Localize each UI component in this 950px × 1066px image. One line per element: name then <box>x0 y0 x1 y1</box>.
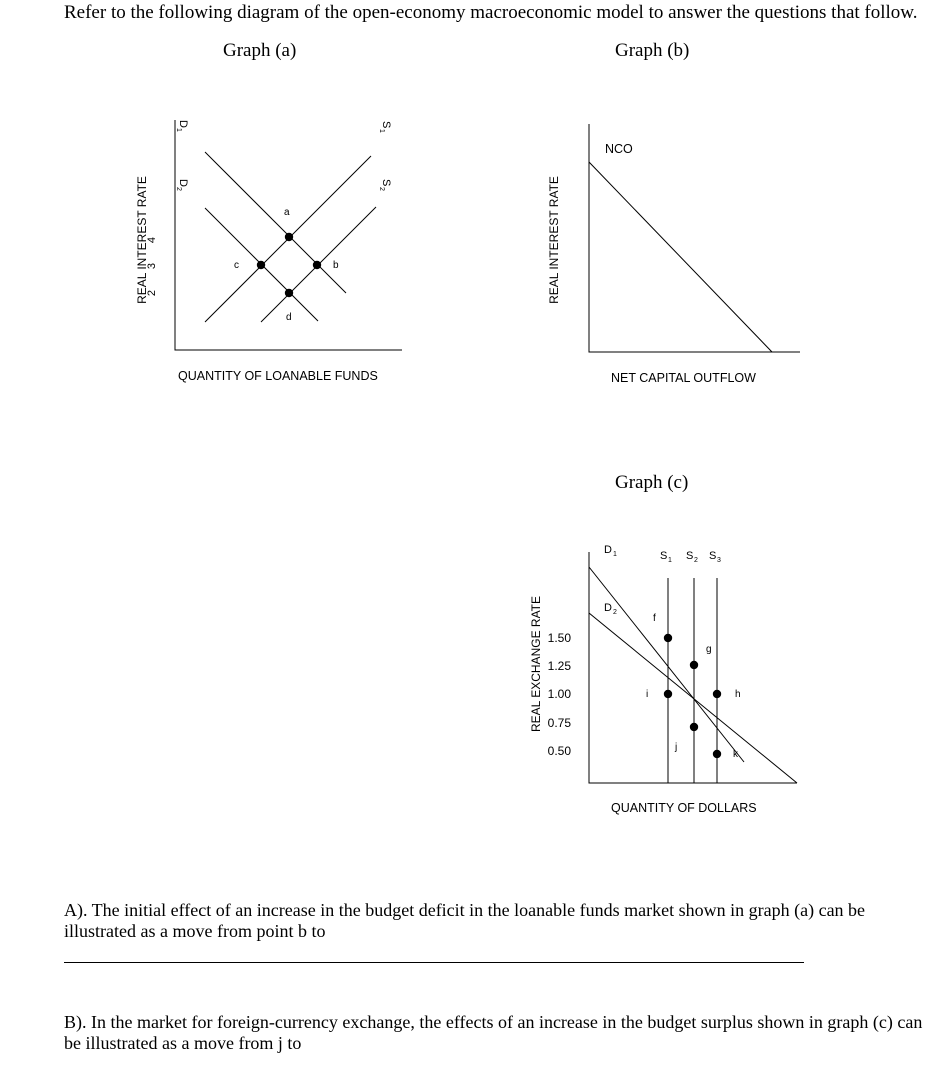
graph-a-label-a: a <box>284 207 290 218</box>
question-a: A). The initial effect of an increase in the budget deficit in the loanable funds market shown in graph (a) can be illustrated as a move from point b to <box>64 900 866 941</box>
svg-text:D: D <box>604 602 612 614</box>
graph-a-label-b: b <box>333 260 339 271</box>
graph-a-title: Graph (a) <box>223 40 297 61</box>
graph-a-label-d1 <box>175 120 189 132</box>
nco-label: NCO <box>605 142 633 156</box>
graph-a-label-s1 <box>378 121 392 133</box>
graph-b-title: Graph (b) <box>615 40 690 61</box>
svg-text:2: 2 <box>175 187 182 191</box>
graph-a-point-d <box>285 289 293 297</box>
graph-a-ytick-3: 3 <box>146 262 158 270</box>
graph-a-ytick-4: 4 <box>146 236 158 244</box>
graph-a-label-s2 <box>378 179 392 191</box>
demand-curve-d1-c <box>589 567 744 762</box>
svg-text:S: S <box>380 121 392 129</box>
graph-c-label-j: j <box>675 742 678 753</box>
demand-curve-d2-c <box>589 613 797 783</box>
svg-text:2: 2 <box>378 187 385 191</box>
svg-text:2: 2 <box>694 557 698 564</box>
graph-c-ytick-0-75: 0.75 <box>547 716 571 730</box>
svg-text:1: 1 <box>668 557 672 564</box>
svg-text:S: S <box>686 550 694 562</box>
graph-c-xlabel: QUANTITY OF DOLLARS <box>611 801 757 815</box>
graph-c-label-s1 <box>660 550 672 564</box>
graph-b <box>547 124 800 385</box>
svg-text:3: 3 <box>717 557 721 564</box>
graph-a-label-d2 <box>175 179 189 191</box>
graph-c-point-j <box>690 723 698 731</box>
graph-a-label-d: d <box>286 312 292 323</box>
graph-c-ylabel: REAL EXCHANGE RATE <box>529 595 543 733</box>
intro-text: Refer to the following diagram of the open-economy macroeconomic model to answer the questions that follow. <box>64 2 918 23</box>
graph-c-point-g <box>690 661 698 669</box>
graph-c-label-i: i <box>646 689 649 700</box>
svg-text:1: 1 <box>175 128 182 132</box>
graph-c-title: Graph (c) <box>615 472 689 493</box>
graph-a-point-a <box>285 233 293 241</box>
svg-text:1: 1 <box>613 551 617 558</box>
graph-b-ylabel: REAL INTEREST RATE <box>547 176 561 304</box>
answer-line <box>64 962 804 963</box>
question-b: B). In the market for foreign-currency exchange, the effects of an increase in the budget surplus shown in graph (c) can be illustrated as a move from j to <box>64 1012 923 1053</box>
graph-c-label-h: h <box>735 689 741 700</box>
svg-text:S: S <box>380 179 392 187</box>
graph-c-point-f <box>664 634 672 642</box>
graph-c-label-g: g <box>706 644 712 655</box>
graph-a-ylabel: REAL INTEREST RATE <box>135 176 149 304</box>
svg-text:1: 1 <box>378 129 385 133</box>
svg-text:S: S <box>660 550 668 562</box>
graph-a-point-c <box>257 261 265 269</box>
svg-text:D: D <box>177 179 189 187</box>
graph-a-xlabel: QUANTITY OF LOANABLE FUNDS <box>178 369 378 383</box>
graph-c-label-d1 <box>604 544 617 558</box>
graph-b-xlabel: NET CAPITAL OUTFLOW <box>611 371 756 385</box>
svg-text:S: S <box>709 550 717 562</box>
graph-c-ytick-1-50: 1.50 <box>547 631 571 645</box>
graph-c-label-d2 <box>604 602 617 616</box>
graph-c <box>529 544 797 815</box>
graph-c-point-k <box>713 750 721 758</box>
graph-a-ytick-2: 2 <box>146 289 158 297</box>
graph-c-label-s3 <box>709 550 721 564</box>
graph-c-label-k: k <box>733 749 738 760</box>
graph-a-label-c: c <box>234 260 239 271</box>
svg-text:D: D <box>177 120 189 128</box>
graph-c-label-f: f <box>653 613 656 624</box>
graph-a <box>135 120 402 383</box>
graph-c-label-s2 <box>686 550 698 564</box>
svg-text:2: 2 <box>613 609 617 616</box>
graph-c-point-i <box>664 690 672 698</box>
graph-c-ytick-0-50: 0.50 <box>547 744 571 758</box>
graph-c-ytick-1-00: 1.00 <box>547 687 571 701</box>
graph-c-point-h <box>713 690 721 698</box>
graph-c-ytick-1-25: 1.25 <box>547 659 571 673</box>
nco-curve <box>589 162 772 352</box>
svg-text:D: D <box>604 544 612 556</box>
graph-a-point-b <box>313 261 321 269</box>
demand-curve-d1 <box>205 152 346 293</box>
graph-b-axes <box>589 124 800 352</box>
